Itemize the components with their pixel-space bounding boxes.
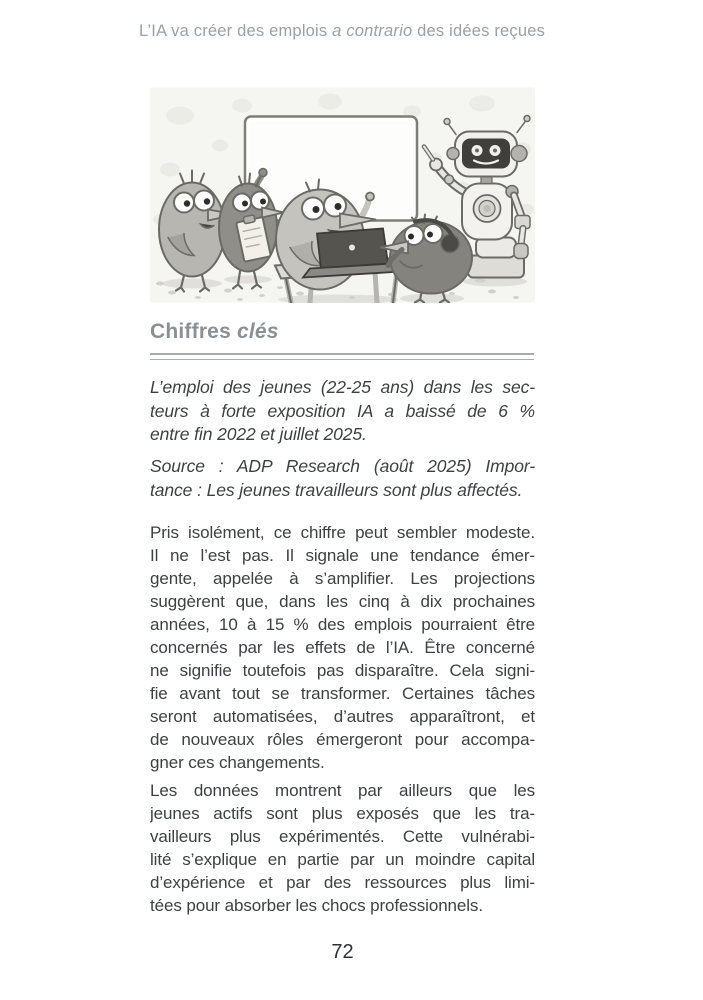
text-line: suggèrent que, dans les cinq à dix prochaines (150, 592, 535, 611)
text-line: ne signifie toutefois pas disparaître. Cela signi- (150, 661, 535, 680)
running-header-text: L’IA va créer des emplois (138, 22, 333, 40)
running-header-italic: a contrario (332, 22, 413, 40)
text-line: tées pour absorber les chocs professionnels. (150, 896, 483, 915)
text-line: concernés par les effets de l’IA. Être concerné (150, 638, 535, 657)
text-line: d’expérience et par des ressources plus limi- (150, 873, 535, 892)
source-paragraph (150, 455, 535, 502)
section-heading (150, 320, 535, 344)
text-line: Il ne l’est pas. Il signale une tendance émer- (150, 546, 535, 565)
key-figure-paragraph (150, 376, 535, 447)
text-line: de nouveaux rôles émergeront pour accompa- (150, 730, 535, 749)
section-heading-italic: clés (236, 320, 279, 343)
text-line: tance : Les jeunes travailleurs sont plus affectés. (150, 479, 523, 500)
text-line: lité s’explique en partie par un moindre capital (150, 850, 535, 869)
text-line: entre fin 2022 et juillet 2025. (150, 424, 367, 444)
running-header-text-suffix: des idées reçues (412, 22, 546, 40)
running-header (139, 22, 545, 41)
illustration (150, 87, 535, 303)
page-number: 72 (331, 941, 354, 963)
text-line: vailleurs plus expérimentés. Cette vulnérabi- (150, 827, 535, 846)
body-paragraph-2 (150, 779, 535, 917)
text-line: gner ces changements. (150, 753, 325, 772)
text-line: Source : ADP Research (août 2025) Impor- (150, 456, 535, 476)
text-line: fie avant tout se transformer. Certaines tâches (150, 684, 535, 703)
text-line: teurs à forte exposition IA a baissé de 6 % (150, 400, 535, 421)
text-line: jeunes actifs sont plus exposés que les tra- (150, 804, 535, 823)
double-rule (150, 353, 534, 360)
text-line: L’emploi des jeunes (22-25 ans) dans les sec- (150, 377, 535, 397)
text-line: Les données montrent par ailleurs que les (150, 781, 535, 800)
text-line: seront automatisées, d’autres apparaîtront, et (150, 707, 535, 726)
section-heading-text: Chiffres (150, 320, 237, 343)
illustration-svg (150, 87, 535, 303)
text-line: gente, appelée à s’amplifier. Les projections (150, 569, 535, 588)
body-paragraph-1 (150, 521, 535, 774)
text-line: années, 10 à 15 % des emplois pourraient être (150, 615, 535, 634)
text-line: Pris isolément, ce chiffre peut sembler modeste. (150, 523, 535, 542)
